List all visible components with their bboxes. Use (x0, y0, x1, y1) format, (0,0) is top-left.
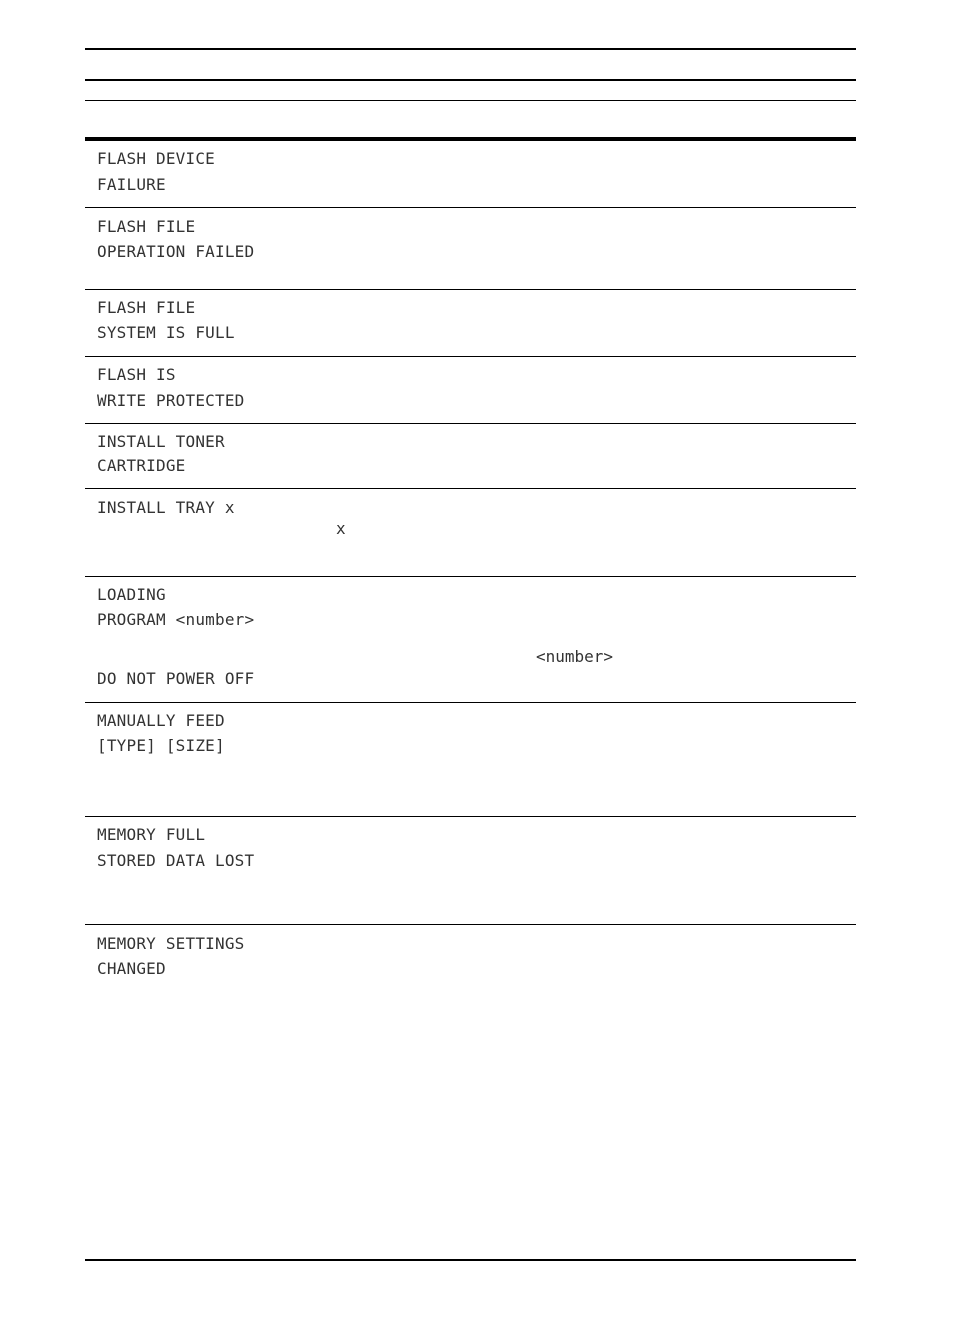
message-line-1: INSTALL TONER (97, 432, 225, 451)
variable-number: <number> (536, 647, 614, 666)
message-line-2: PROGRAM <number> (97, 610, 255, 629)
table-row (85, 141, 856, 208)
table-row (85, 925, 856, 995)
message-line-1: FLASH DEVICE (97, 149, 215, 168)
message-line-1: FLASH IS (97, 365, 176, 384)
message-line-1: LOADING (97, 585, 166, 604)
message-line-2: OPERATION FAILED (97, 242, 255, 261)
message-line-1: FLASH FILE (97, 217, 196, 236)
message-line-2: WRITE PROTECTED (97, 391, 245, 410)
message-line-2: SYSTEM IS FULL (97, 323, 235, 342)
table-row (85, 817, 856, 925)
message-line-2: CARTRIDGE (97, 456, 186, 475)
message-line-1: MEMORY SETTINGS (97, 934, 245, 953)
header-rule-top (85, 48, 856, 50)
message-table (85, 141, 856, 995)
message-line-1: MEMORY FULL (97, 825, 206, 844)
message-line-3: DO NOT POWER OFF (97, 669, 255, 688)
table-row (85, 208, 856, 290)
table-row (85, 357, 856, 424)
footer-rule (85, 1259, 856, 1261)
table-row (85, 489, 856, 577)
table-row (85, 703, 856, 817)
message-line-2: [TYPE] [SIZE] (97, 736, 225, 755)
message-line-2: STORED DATA LOST (97, 851, 255, 870)
message-line-1: INSTALL TRAY x (97, 498, 235, 517)
message-line-2: FAILURE (97, 175, 166, 194)
header-rule-second (85, 79, 856, 81)
table-row (85, 424, 856, 489)
table-row (85, 577, 856, 703)
message-line-1: FLASH FILE (97, 298, 196, 317)
message-line-2: CHANGED (97, 959, 166, 978)
variable-x: x (336, 519, 346, 538)
header-rule-third (85, 100, 856, 101)
message-line-1: MANUALLY FEED (97, 711, 225, 730)
table-row (85, 290, 856, 357)
